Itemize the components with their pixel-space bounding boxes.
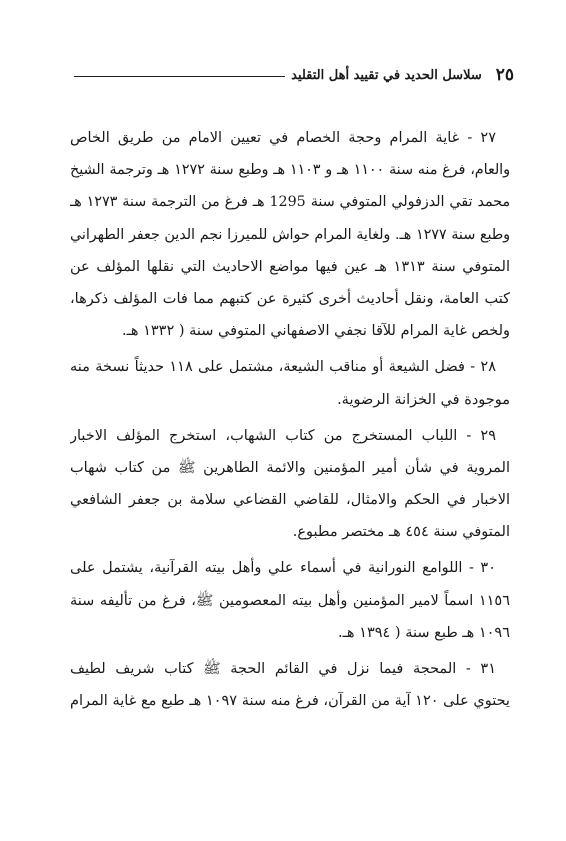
entry-29 <box>70 420 510 549</box>
text-line: ٢٩ - اللباب المستخرج من كتاب الشهاب، استخرج المؤلف الاخبار <box>70 427 496 444</box>
text-line: الاخبار في الحكم والامثال، للقاضي القضاعي سلامة بن جعفر الشافعي <box>70 492 510 509</box>
text-line: ٣٠ - اللوامع النورانية في أسماء علي وأهل بيته القرآنية، يشتمل على <box>70 560 496 577</box>
entry-31 <box>70 653 510 717</box>
entry-27 <box>70 122 510 347</box>
text-line: وطبع سنة ١٢٧٧ هـ. ولغاية المرام حواش للميرزا نجم الدين جعفر الطهراني <box>70 226 510 243</box>
text-line: يحتوي على ١٢٠ آية من القرآن، فرغ منه سنة ١٠٩٧ هـ طبع مع غاية المرام <box>70 693 510 710</box>
text-line: المروية في شأن أمير المؤمنين والائمة الطاهرين ﷺ من كتاب شهاب <box>70 459 510 476</box>
text-line: ١١٥٦ اسماً لامير المؤمنين وأهل بيته المعصومين ﷺ، فرغ من تأليفه سنة <box>70 592 510 609</box>
text-line: والعام، فرغ منه سنة ١١٠٠ هـ و ١١٠٣ هـ وطبع سنة ١٢٧٢ هـ وترجمة الشيخ <box>70 162 510 179</box>
text-line: محمد تقي الدزفولي المتوفي سنة 1295 هـ فرغ من الترجمة سنة ١٢٧٣ هـ <box>70 194 510 211</box>
running-title: سلاسل الحديد في تقييد أهل التقليد <box>291 67 482 83</box>
text-line: المتوفي سنة ٤٥٤ هـ مختصر مطبوع. <box>292 524 510 541</box>
text-line: موجودة في الخزانة الرضوية. <box>337 391 510 408</box>
entry-28 <box>70 351 510 415</box>
entry-30 <box>70 552 510 649</box>
text-line: ١٠٩٦ هـ طبع سنة ( ١٣٩٤ هـ. <box>338 624 510 641</box>
text-line: ٣١ - المحجة فيما نزل في القائم الحجة ﷺ كتاب شريف لطيف <box>70 661 496 677</box>
text-line: المتوفي سنة ١٣١٣ هـ عين فيها مواضع الاحاديث التي نقلها المؤلف عن <box>70 258 510 275</box>
text-line: ٢٧ - غاية المرام وحجة الخصام في تعيين الامام من طريق الخاص <box>70 130 496 146</box>
page-body <box>70 122 510 721</box>
text-line: كتب العامة، ونقل أحاديث أخرى كثيرة عن كتبهم مما فات المؤلف ذكرها، <box>70 290 510 307</box>
header-rule <box>74 76 285 77</box>
text-line: ٢٨ - فضل الشيعة أو مناقب الشيعة، مشتمل على ١١٨ حديثاً نسخة منه <box>70 359 496 376</box>
page-number: ٢٥ <box>495 65 514 85</box>
running-header <box>74 62 514 88</box>
text-line: ولخص غاية المرام للآقا نجفي الاصفهاني المتوفي سنة ( ١٣٣٢ هـ. <box>121 323 510 340</box>
